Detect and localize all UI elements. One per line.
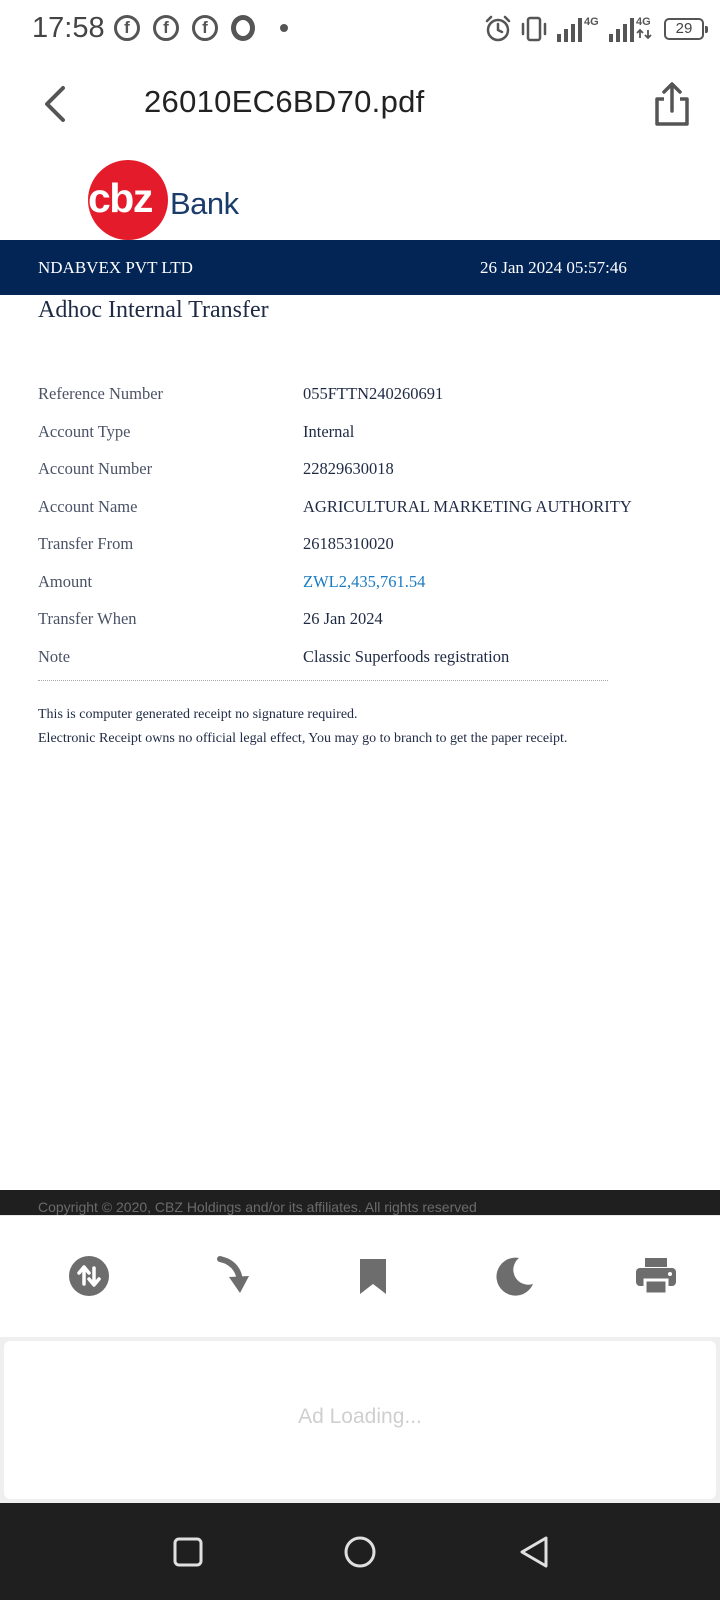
- ad-banner[interactable]: [0, 1337, 720, 1503]
- detail-label: Account Number: [38, 459, 153, 478]
- logo-cbz-text: cbz: [88, 175, 152, 221]
- opera-icon: [231, 15, 255, 41]
- detail-value: Classic Superfoods registration: [303, 646, 510, 666]
- back-button[interactable]: [30, 78, 82, 130]
- receipt-header-band: [0, 240, 720, 295]
- bookmark-icon: [357, 1256, 389, 1296]
- back-nav-button[interactable]: [513, 1531, 555, 1573]
- ad-box: [4, 1341, 716, 1499]
- night-mode-icon: [495, 1256, 535, 1296]
- facebook-icon: f: [114, 15, 140, 41]
- receipt-disclaimer: [38, 703, 567, 751]
- logo-bank-text: Bank: [170, 186, 239, 221]
- detail-label: Note: [38, 646, 71, 666]
- signal-icon: [608, 14, 656, 44]
- document-title: 26010EC6BD70.pdf: [144, 84, 425, 119]
- system-navigation-bar: [0, 1503, 720, 1600]
- detail-row-transfer-when: [38, 605, 698, 643]
- detail-row-amount: [38, 568, 698, 606]
- detail-value: 22829630018: [303, 459, 394, 478]
- company-name: NDABVEX PVT LTD: [38, 258, 193, 277]
- detail-label: Transfer From: [38, 534, 134, 553]
- document-footer: [0, 1190, 720, 1215]
- share-button[interactable]: [646, 78, 698, 130]
- transfer-details: [38, 380, 698, 680]
- disclaimer-line-1: This is computer generated receipt no signature required.: [38, 707, 358, 722]
- notification-icons: [114, 15, 288, 41]
- receipt-title: Adhoc Internal Transfer: [38, 297, 269, 323]
- vibrate-icon: [520, 15, 548, 43]
- detail-value: AGRICULTURAL MARKETING AUTHORITY: [303, 496, 632, 516]
- network-label-2: 4G: [636, 16, 651, 28]
- pdf-toolbar: [0, 1215, 720, 1337]
- detail-row-account-number: [38, 455, 698, 493]
- jump-to-page-button[interactable]: [208, 1252, 256, 1300]
- system-status-icons: [484, 14, 704, 44]
- print-icon: [634, 1256, 678, 1296]
- detail-value: 26185310020: [303, 534, 394, 553]
- signal-icon: [556, 14, 600, 44]
- jump-to-page-icon: [212, 1255, 252, 1297]
- facebook-icon: f: [153, 15, 179, 41]
- recent-apps-button[interactable]: [167, 1531, 209, 1573]
- detail-row-transfer-from: [38, 530, 698, 568]
- detail-label: Reference Number: [38, 384, 164, 403]
- copyright-text: Copyright © 2020, CBZ Holdings and/or its affiliates. All rights reserved: [38, 1199, 477, 1215]
- app-bar: [0, 58, 720, 150]
- facebook-icon: f: [192, 15, 218, 41]
- detail-row-account-name: [38, 493, 698, 531]
- print-button[interactable]: [632, 1252, 680, 1300]
- ad-loading-text: Ad Loading...: [298, 1405, 422, 1428]
- cbz-bank-logo: [88, 160, 258, 240]
- detail-value: Internal: [303, 421, 355, 441]
- bookmark-button[interactable]: [349, 1252, 397, 1300]
- detail-label: Transfer When: [38, 609, 137, 628]
- detail-label: Account Type: [38, 421, 131, 441]
- status-time: 17:58: [32, 12, 105, 44]
- pdf-document-page[interactable]: [0, 150, 720, 1215]
- dot-icon: [280, 24, 288, 32]
- detail-row-note: [38, 643, 698, 681]
- disclaimer-line-2: Electronic Receipt owns no official legal effect, You may go to branch to get the paper receipt.: [38, 731, 568, 746]
- status-bar: [0, 0, 720, 58]
- triangle-back-icon: [518, 1535, 550, 1569]
- detail-label: Account Name: [38, 496, 138, 516]
- scroll-direction-icon: [68, 1255, 110, 1297]
- amount-value: ZWL2,435,761.54: [303, 571, 426, 591]
- chevron-left-icon: [41, 84, 71, 124]
- alarm-icon: [484, 15, 512, 43]
- detail-value: 055FTTN240260691: [303, 384, 444, 403]
- detail-label: Amount: [38, 571, 93, 591]
- square-icon: [172, 1536, 204, 1568]
- battery-icon: 29: [664, 18, 704, 40]
- detail-row-account-type: [38, 418, 698, 456]
- network-label-1: 4G: [584, 16, 599, 28]
- share-icon: [652, 81, 692, 127]
- home-button[interactable]: [339, 1531, 381, 1573]
- dotted-divider: [38, 680, 608, 681]
- detail-row-reference-number: [38, 380, 698, 418]
- scroll-direction-button[interactable]: [65, 1252, 113, 1300]
- detail-value: 26 Jan 2024: [303, 609, 383, 628]
- night-mode-button[interactable]: [491, 1252, 539, 1300]
- circle-icon: [343, 1535, 377, 1569]
- receipt-datetime: 26 Jan 2024 05:57:46: [480, 258, 627, 277]
